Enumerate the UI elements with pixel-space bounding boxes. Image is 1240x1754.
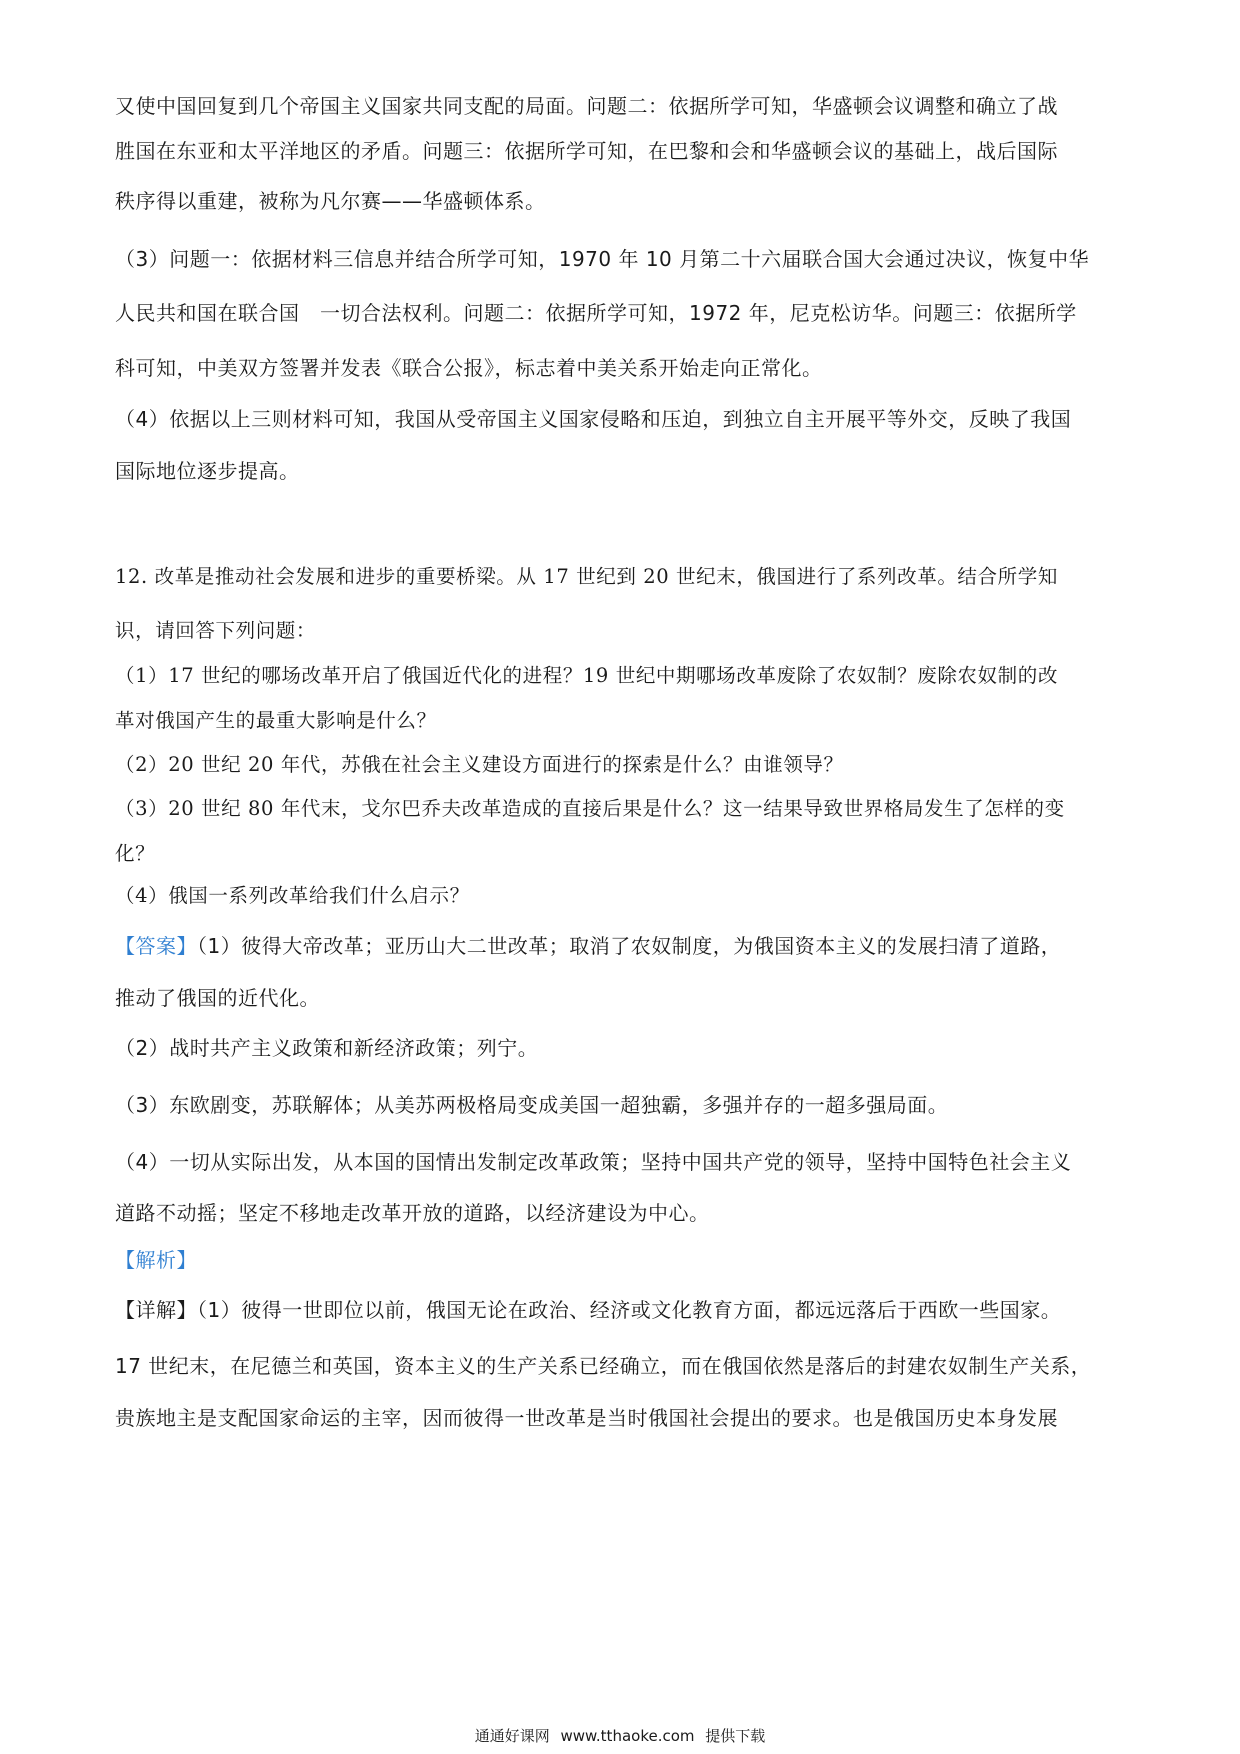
prev-answer-line: 科可知，中美双方签署并发表《联合公报》，标志着中美关系开始走向正常化。 — [115, 356, 823, 380]
footer-url[interactable]: www.tthaoke.com — [560, 1727, 695, 1745]
answer-tag: 【答案】 — [115, 934, 197, 958]
answer-line — [115, 932, 1061, 960]
prev-answer-line: （3）问题一：依据材料三信息并结合所学可知，1970 年 10 月第二十六届联合国大会通过决议，恢复中华 — [115, 247, 1090, 271]
question-item: 革对俄国产生的最重大影响是什么？ — [115, 709, 437, 732]
question-item: （2）20 世纪 20 年代，苏俄在社会主义建设方面进行的探索是什么？由谁领导？ — [115, 753, 844, 776]
question-item: （3）20 世纪 80 年代末，戈尔巴乔夫改革造成的直接后果是什么？这一结果导致世界格局发生了怎样的变 — [115, 797, 1065, 820]
question-item: （4）俄国一系列改革给我们什么启示？ — [115, 884, 470, 907]
footer-site-name: 通通好课网 — [474, 1727, 550, 1745]
question-item: 化？ — [115, 842, 156, 865]
prev-answer-line: （4）依据以上三则材料可知，我国从受帝国主义国家侵略和压迫，到独立自主开展平等外交，反映了我国 — [115, 407, 1072, 431]
question-stem: 识，请回答下列问题： — [115, 619, 317, 642]
answer-text: （1）彼得大帝改革；亚历山大二世改革；取消了农奴制度，为俄国资本主义的发展扫清了道路， — [197, 934, 1062, 958]
prev-answer-line: 秩序得以重建，被称为凡尔赛——华盛顿体系。 — [115, 189, 546, 213]
answer-line: （2）战时共产主义政策和新经济政策；列宁。 — [115, 1036, 539, 1060]
question-stem: 12. 改革是推动社会发展和进步的重要桥梁。从 17 世纪到 20 世纪末，俄国进行了系列改革。结合所学知 — [115, 565, 1058, 588]
answer-line: 推动了俄国的近代化。 — [115, 986, 320, 1010]
analysis-tag: 【解析】 — [115, 1248, 197, 1272]
detail-text: （1）彼得一世即位以前，俄国无论在政治、经济或文化教育方面，都远远落后于西欧一些国家。 — [197, 1298, 1062, 1322]
detail-line: 贵族地主是支配国家命运的主宰，因而彼得一世改革是当时俄国社会提出的要求。也是俄国历史本身发展 — [115, 1406, 1058, 1430]
answer-line: 道路不动摇；坚定不移地走改革开放的道路，以经济建设为中心。 — [115, 1201, 710, 1225]
answer-line: （3）东欧剧变，苏联解体；从美苏两极格局变成美国一超独霸，多强并存的一超多强局面。 — [115, 1093, 949, 1117]
page-footer — [0, 1726, 1240, 1746]
detail-line: 17 世纪末，在尼德兰和英国，资本主义的生产关系已经确立，而在俄国依然是落后的封建农奴制生产关系， — [115, 1354, 1092, 1378]
detail-line — [115, 1296, 1061, 1324]
answer-line: （4）一切从实际出发，从本国的国情出发制定改革政策；坚持中国共产党的领导，坚持中国特色社会主义 — [115, 1150, 1072, 1174]
question-item: （1）17 世纪的哪场改革开启了俄国近代化的进程？19 世纪中期哪场改革废除了农奴制？废除农奴制的改 — [115, 664, 1058, 687]
detail-tag: 【详解】 — [115, 1298, 197, 1322]
prev-answer-line: 人民共和国在联合国 一切合法权利。问题二：依据所学可知，1972 年，尼克松访华。问题三：依据所学 — [115, 301, 1077, 325]
prev-answer-line: 又使中国回复到几个帝国主义国家共同支配的局面。问题二：依据所学可知，华盛顿会议调整和确立了战 — [115, 94, 1058, 118]
footer-suffix: 提供下载 — [705, 1727, 766, 1745]
prev-answer-line: 胜国在东亚和太平洋地区的矛盾。问题三：依据所学可知，在巴黎和会和华盛顿会议的基础上，战后国际 — [115, 139, 1058, 163]
prev-answer-line: 国际地位逐步提高。 — [115, 459, 300, 483]
